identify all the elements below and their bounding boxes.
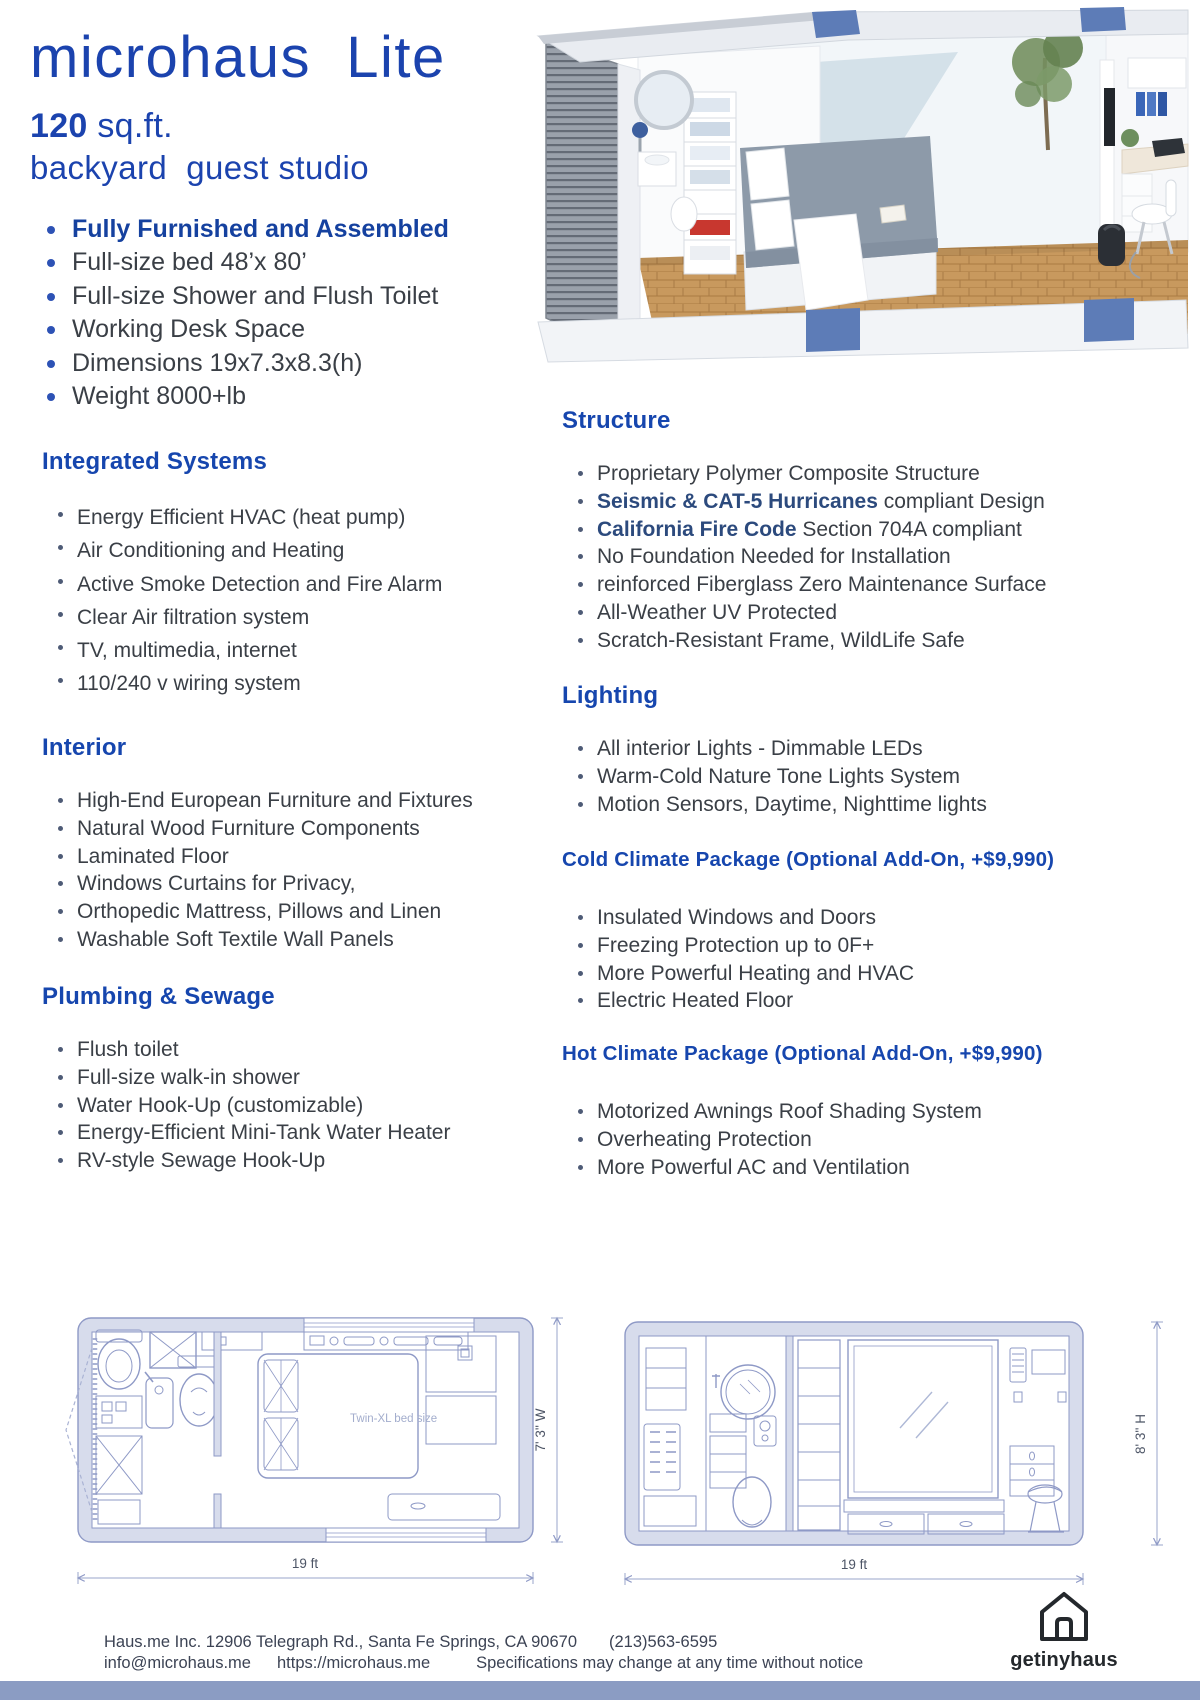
list-item — [58, 1147, 552, 1175]
section-lighting — [562, 681, 1137, 818]
louver-wall — [546, 40, 618, 352]
bullet-icon — [578, 1137, 583, 1142]
tv-screen — [1104, 88, 1115, 146]
list-item — [44, 246, 532, 279]
bed-size-label: Twin-XL bed size — [350, 1413, 438, 1425]
list-item — [578, 904, 1137, 932]
phone-number: (213)563-6595 — [609, 1633, 718, 1651]
section-list — [562, 735, 1137, 818]
list-item — [58, 501, 552, 534]
section-heading: Plumbing & Sewage — [42, 983, 275, 1010]
list-item-text: Water Hook-Up (customizable) — [77, 1093, 364, 1117]
title-block — [30, 24, 446, 187]
tagline: backyard guest studio — [30, 149, 369, 186]
list-item-text: High-End European Furniture and Fixtures — [77, 789, 473, 812]
plan-width-dim: 19 ft — [291, 1556, 319, 1571]
list-item-text: Proprietary Polymer Composite Structure — [597, 462, 980, 485]
list-item-text: reinforced Fiberglass Zero Maintenance Surface — [597, 573, 1047, 597]
bullet-icon — [58, 909, 63, 914]
bed — [740, 136, 938, 310]
section-list — [42, 787, 552, 954]
side-width-dim: 19 ft — [840, 1557, 868, 1572]
contact-line-2 — [104, 1653, 863, 1674]
section-heading: Structure — [562, 407, 671, 434]
binder — [1158, 92, 1167, 116]
chair-back — [1166, 180, 1176, 216]
bullet-icon — [58, 854, 63, 859]
bullet-icon — [578, 610, 583, 615]
bullet-icon — [58, 612, 63, 617]
list-item — [578, 599, 1137, 627]
bullet-icon — [578, 471, 583, 476]
bullet-icon — [47, 226, 55, 234]
roof-connector-block — [812, 10, 860, 38]
contact-block — [104, 1632, 863, 1674]
list-item-text: Motorized Awnings Roof Shading System — [597, 1100, 982, 1123]
list-item — [44, 347, 532, 380]
bullet-icon — [578, 638, 583, 643]
list-item-text: Natural Wood Furniture Components — [77, 816, 420, 840]
list-item-text: More Powerful Heating and HVAC — [597, 961, 915, 985]
list-item-text: Scratch-Resistant Frame, WildLife Safe — [597, 628, 965, 652]
list-item — [578, 543, 1137, 571]
list-item-text: RV-style Sewage Hook-Up — [77, 1149, 326, 1173]
list-item — [578, 627, 1137, 655]
list-item-text: 110/240 v wiring system — [77, 672, 301, 696]
floor-plan-side-view — [600, 1296, 1180, 1601]
bullet-icon — [578, 802, 583, 807]
bullet-icon — [47, 393, 55, 401]
bullet-icon — [47, 326, 55, 334]
binder — [1147, 92, 1156, 116]
email-link[interactable]: info@microhaus.me — [104, 1654, 251, 1672]
base-connector-block — [1084, 298, 1134, 342]
bullet-icon — [58, 645, 63, 650]
shower-head — [632, 122, 648, 138]
list-item — [58, 1036, 552, 1064]
list-item-text: Orthopedic Mattress, Pillows and Linen — [77, 900, 442, 924]
list-item — [58, 601, 552, 634]
bullet-icon — [58, 1130, 63, 1135]
disclaimer-text: Specifications may change at any time without notice — [476, 1654, 864, 1672]
list-item-text: More Powerful AC and Ventilation — [597, 1155, 910, 1179]
list-item-text: Working Desk Space — [72, 315, 305, 344]
section-list — [562, 1098, 1137, 1181]
bullet-icon — [578, 499, 583, 504]
list-item-text: Electric Heated Floor — [597, 989, 794, 1013]
bullet-icon — [58, 937, 63, 942]
brand-name: getinyhaus — [1010, 1649, 1118, 1671]
bullet-icon — [578, 915, 583, 920]
list-item — [58, 926, 552, 954]
section-heading: Interior — [42, 734, 127, 761]
list-item — [578, 516, 1137, 544]
list-item-text: Warm-Cold Nature Tone Lights System — [597, 764, 960, 788]
bullet-icon — [58, 1103, 63, 1108]
list-item-text: Laminated Floor — [77, 844, 229, 868]
bullet-icon — [578, 582, 583, 587]
list-item-text: No Foundation Needed for Installation — [597, 545, 951, 569]
red-bin — [690, 220, 730, 235]
list-item — [58, 870, 552, 898]
list-item-text: Dimensions 19x7.3x8.3(h) — [72, 348, 363, 377]
bullet-icon — [58, 1158, 63, 1163]
bullet-icon — [58, 579, 63, 584]
company-address: Haus.me Inc. 12906 Telegraph Rd., Santa Fe Springs, CA 90670 — [104, 1633, 577, 1651]
list-item — [578, 488, 1137, 516]
list-item — [58, 898, 552, 926]
bullet-icon — [578, 554, 583, 559]
section-heading: Lighting — [562, 682, 659, 709]
list-item — [44, 313, 532, 346]
book — [880, 205, 906, 223]
list-item — [578, 1126, 1137, 1154]
list-item-text: Overheating Protection — [597, 1127, 812, 1151]
bullet-icon — [47, 360, 55, 368]
section-list — [42, 501, 552, 701]
list-item — [578, 460, 1137, 488]
floor-plan-top-view — [58, 1296, 570, 1601]
bullet-icon — [578, 1165, 583, 1170]
list-item — [58, 1092, 552, 1120]
bullet-icon — [578, 774, 583, 779]
backpack-icon — [1098, 224, 1125, 266]
blanket — [794, 214, 868, 310]
key-feature-list — [44, 213, 532, 413]
roof-connector-block — [1080, 7, 1126, 32]
bullet-icon — [58, 881, 63, 886]
bullet-icon — [578, 1109, 583, 1114]
list-item-text: Weight 8000+lb — [72, 382, 246, 411]
hero-illustration — [488, 0, 1200, 364]
bullet-icon — [58, 826, 63, 831]
bullet-icon — [578, 998, 583, 1003]
bullet-icon — [578, 746, 583, 751]
area-value: 120 — [30, 107, 88, 145]
side-height-dim: 8' 3'' H — [1133, 1414, 1148, 1454]
list-item-text: All-Weather UV Protected — [597, 600, 838, 624]
list-item-text: Freezing Protection up to 0F+ — [597, 933, 875, 957]
list-item — [58, 534, 552, 567]
list-item-text: Active Smoke Detection and Fire Alarm — [77, 572, 443, 596]
list-item — [58, 1064, 552, 1092]
bullet-icon — [58, 798, 63, 803]
list-item-text: TV, multimedia, internet — [77, 639, 297, 663]
section-plumbing-sewage — [42, 982, 552, 1175]
brand-logo — [998, 1590, 1130, 1672]
list-item-text: All interior Lights - Dimmable LEDs — [597, 737, 923, 760]
list-item-text: Full-size walk-in shower — [77, 1065, 300, 1089]
list-item — [58, 568, 552, 601]
section-integrated-systems — [42, 447, 552, 701]
list-item-text: Seismic & CAT-5 Hurricanes compliant Design — [597, 489, 1045, 513]
bullet-icon — [58, 678, 63, 683]
base-connector-block — [806, 308, 860, 352]
list-item — [44, 213, 532, 246]
list-item — [58, 634, 552, 667]
area-unit: sq.ft. — [87, 107, 173, 145]
bullet-icon — [578, 943, 583, 948]
list-item — [58, 843, 552, 871]
upper-cabinet — [1128, 58, 1186, 88]
list-item-text: Flush toilet — [77, 1038, 179, 1061]
list-item — [578, 791, 1137, 819]
section-list — [42, 1036, 552, 1175]
hero-render — [488, 0, 1200, 364]
list-item — [58, 787, 552, 815]
list-item — [578, 571, 1137, 599]
section-cold-climate-package — [562, 847, 1137, 1015]
area-line — [30, 107, 446, 146]
list-item — [578, 1154, 1137, 1182]
bullet-icon — [578, 527, 583, 532]
pillow — [746, 148, 789, 200]
binder — [1136, 92, 1145, 116]
section-list — [562, 904, 1137, 1015]
list-item-text: Energy-Efficient Mini-Tank Water Heater — [77, 1121, 451, 1145]
list-item — [578, 987, 1137, 1015]
list-item — [58, 815, 552, 843]
list-item — [578, 763, 1137, 791]
plan-depth-dim: 7' 3'' W — [533, 1408, 548, 1452]
list-item — [578, 960, 1137, 988]
list-item-text: Clear Air filtration system — [77, 605, 310, 629]
bullet-icon — [578, 971, 583, 976]
list-item-text: Full-size Shower and Flush Toilet — [72, 281, 439, 310]
section-heading: Cold Climate Package (Optional Add-On, +$9,990) — [562, 848, 1055, 871]
list-item-text: Insulated Windows and Doors — [597, 906, 876, 929]
bullet-icon — [58, 512, 63, 517]
list-item — [44, 380, 532, 413]
list-item — [578, 735, 1137, 763]
bullet-icon — [47, 259, 55, 267]
house-icon — [1036, 1590, 1092, 1642]
bullet-icon — [47, 293, 55, 301]
list-item-text: Air Conditioning and Heating — [77, 539, 345, 563]
list-item-text: Energy Efficient HVAC (heat pump) — [77, 506, 406, 529]
section-interior — [42, 733, 552, 954]
bullet-icon — [58, 545, 63, 550]
list-item-text: Full-size bed 48’x 80’ — [72, 248, 307, 277]
list-item-text: California Fire Code Section 704A compliant — [597, 517, 1022, 541]
round-mirror — [636, 72, 692, 128]
list-item — [58, 1119, 552, 1147]
plant — [1121, 129, 1139, 147]
toilet — [671, 197, 697, 231]
bottom-accent-bar — [0, 1681, 1200, 1700]
list-item — [58, 667, 552, 700]
bullet-icon — [58, 1075, 63, 1080]
list-item-text: Washable Soft Textile Wall Panels — [77, 927, 394, 951]
contact-line-1 — [104, 1632, 863, 1653]
section-list — [562, 460, 1137, 655]
section-hot-climate-package — [562, 1041, 1137, 1181]
pillow — [751, 200, 794, 250]
list-item — [578, 1098, 1137, 1126]
section-heading: Integrated Systems — [42, 448, 268, 475]
list-item-text: Motion Sensors, Daytime, Nighttime lights — [597, 792, 987, 816]
shelving-unit — [684, 92, 736, 274]
website-link[interactable]: https://microhaus.me — [276, 1654, 431, 1672]
list-item-text: Windows Curtains for Privacy, — [77, 872, 356, 896]
list-item — [44, 280, 532, 313]
page-title: microhaus Lite — [30, 25, 446, 90]
bullet-icon — [58, 1047, 63, 1052]
section-structure — [562, 406, 1137, 655]
list-item — [578, 932, 1137, 960]
list-item-text: Fully Furnished and Assembled — [72, 215, 449, 243]
section-heading: Hot Climate Package (Optional Add-On, +$9,990) — [562, 1042, 1043, 1065]
